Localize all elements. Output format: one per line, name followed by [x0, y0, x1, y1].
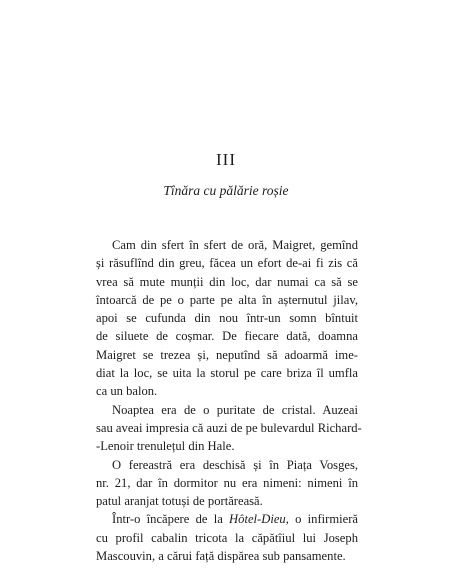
- text-line: Mascouvin, a cărui față dispărea sub pansamente.: [96, 549, 346, 564]
- text-line: diat la loc, se uita la storul pe care briza îl umfla: [96, 366, 358, 381]
- text-line: patul aranjat totuși de portăreasă.: [96, 494, 263, 509]
- chapter-number: III: [216, 150, 236, 169]
- text-line: și răsuflînd din greu, făcea un efort de-ai fi zis că: [96, 256, 358, 271]
- text-line: nr. 21, dar în dormitor nu era nimeni: nimeni în: [96, 475, 358, 490]
- text-line: ca un balon.: [96, 384, 158, 399]
- text-line: O fereastră era deschisă și în Piața Vosges,: [112, 457, 358, 472]
- text-line: Cam din sfert în sfert de oră, Maigret, gemînd: [112, 238, 358, 252]
- chapter-title: Tînăra cu pălărie roșie: [163, 183, 289, 198]
- chapter-body-text: [96, 236, 362, 565]
- text-line: apoi se cufunda din nou într-un somn bîntuit: [96, 311, 358, 326]
- text-line: sau aveai impresia că auzi de pe bulevardul Richard-: [96, 420, 362, 435]
- text-line: -Lenoir trenulețul din Hale.: [96, 439, 235, 454]
- text-line: cu profil cabalin tricota la căpătîiul lui Joseph: [96, 530, 358, 545]
- text-line: întoarcă de pe o parte pe alta în așternutul jilav,: [96, 292, 358, 307]
- text-line: Noaptea era de o puritate de cristal. Auzeai: [112, 402, 358, 417]
- text-line: Maigret se trezea și, neputînd să adoarmă ime-: [96, 347, 358, 362]
- text-line: de siluete de coșmar. De fiecare dată, doamna: [96, 329, 358, 344]
- text-line: Într-o încăpere de la Hôtel-Dieu, o infirmieră: [112, 512, 358, 527]
- text-line: vrea să mute munții din loc, dar numai ca să se: [96, 274, 358, 289]
